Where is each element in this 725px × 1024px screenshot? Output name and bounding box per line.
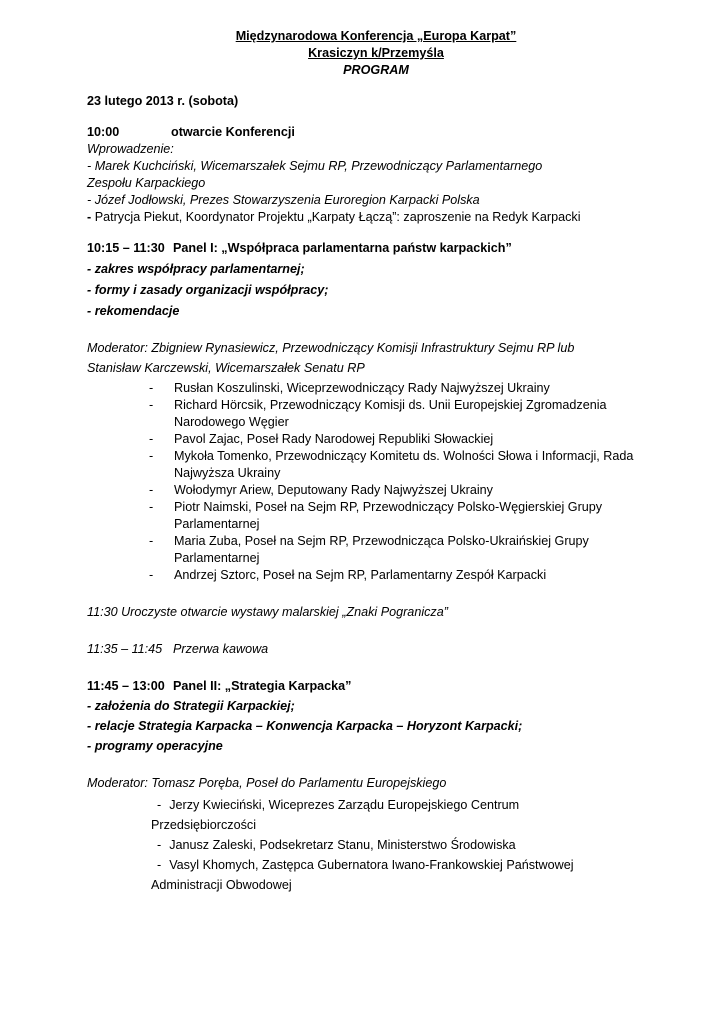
program-date: 23 lutego 2013 r. (sobota): [87, 94, 239, 108]
list-item: - Wołodymyr Ariew, Deputowany Rady Najwyższej Ukrainy: [149, 483, 493, 497]
panel1-topic-2: - formy i zasady organizacji współpracy;: [87, 283, 329, 297]
intro-speaker-2: - Józef Jodłowski, Prezes Stowarzyszenia Euroregion Karpacki Polska: [87, 193, 480, 207]
list-item: - Janusz Zaleski, Podsekretarz Stanu, Ministerstwo Środowiska: [157, 838, 516, 852]
list-item: - Vasyl Khomych, Zastępca Gubernatora Iwano-Frankowskiej Państwowej Administracji Obwodowej: [151, 858, 574, 892]
exhibition-row: 11:30 Uroczyste otwarcie wystawy malarskiej „Znaki Pogranicza”: [87, 605, 448, 619]
list-item: - Mykoła Tomenko, Przewodniczący Komitetu ds. Wolności Słowa i Informacji, Rada Najwyższa Ukrainy: [149, 449, 634, 480]
panel2-title: Panel II: „Strategia Karpacka”: [173, 679, 352, 693]
panel2-topic-2: - relacje Strategia Karpacka – Konwencja Karpacka – Horyzont Karpacki;: [87, 719, 523, 733]
panel1-title: Panel I: „Współpraca parlamentarna państw karpackich”: [173, 241, 512, 255]
intro-speaker-3: [87, 209, 665, 226]
opening-title: otwarcie Konferencji: [171, 125, 295, 139]
panel1-moderator-line2: Stanisław Karczewski, Wicemarszałek Senatu RP: [87, 361, 365, 375]
panel2-topic-3: - programy operacyjne: [87, 739, 223, 753]
intro-speaker-3-text: Patrycja Piekut, Koordynator Projektu „Karpaty Łączą”: zaproszenie na Redyk Karpacki: [94, 210, 581, 224]
list-item: - Richard Hörcsik, Przewodniczący Komisji ds. Unii Europejskiej Zgromadzenia Narodowego Węgier: [149, 398, 607, 429]
panel2-topic-1: - założenia do Strategii Karpackiej;: [87, 699, 295, 713]
opening-row: [87, 124, 665, 141]
panel2-participants: [87, 795, 607, 895]
panel1-topic-1: - zakres współpracy parlamentarnej;: [87, 262, 305, 276]
panel1-moderator-line1: Moderator: Zbigniew Rynasiewicz, Przewodniczący Komisji Infrastruktury Sejmu RP lub: [87, 341, 575, 355]
break-row: [87, 641, 665, 658]
panel1-time: 10:15 – 11:30: [87, 241, 165, 255]
panel1-participants: [87, 380, 665, 584]
panel2-row: [87, 678, 665, 695]
intro-speaker-3-dash: -: [87, 210, 92, 224]
program-heading: PROGRAM: [343, 63, 409, 77]
intro-label: Wprowadzenie:: [87, 142, 174, 156]
break-time: 11:35 – 11:45: [87, 642, 163, 656]
intro-speaker-1: - Marek Kuchciński, Wicemarszałek Sejmu RP, Przewodniczący Parlamentarnego Zespołu Karpackiego: [87, 159, 543, 190]
break-title: Przerwa kawowa: [173, 642, 269, 656]
list-item: - Piotr Naimski, Poseł na Sejm RP, Przewodniczący Polsko-Węgierskiej Grupy Parlamentarnej: [149, 500, 603, 531]
panel1-row: [87, 240, 665, 257]
panel2-time: 11:45 – 13:00: [87, 679, 165, 693]
conference-title: Międzynarodowa Konferencja „Europa Karpat”: [235, 29, 517, 43]
panel2-moderator: Moderator: Tomasz Poręba, Poseł do Parlamentu Europejskiego: [87, 776, 447, 790]
opening-time: 10:00: [87, 125, 120, 139]
panel1-topic-3: - rekomendacje: [87, 304, 180, 318]
list-item: - Andrzej Sztorc, Poseł na Sejm RP, Parlamentarny Zespół Karpacki: [149, 568, 547, 582]
list-item: - Pavol Zajac, Poseł Rady Narodowej Republiki Słowackiej: [149, 432, 494, 446]
conference-location: Krasiczyn k/Przemyśla: [308, 46, 444, 60]
list-item: - Jerzy Kwieciński, Wiceprezes Zarządu Europejskiego Centrum Przedsiębiorczości: [151, 798, 520, 832]
list-item: - Maria Zuba, Poseł na Sejm RP, Przewodnicząca Polsko-Ukraińskiej Grupy Parlamentarnej: [149, 534, 589, 565]
list-item: - Rusłan Koszulinski, Wiceprzewodniczący Rady Najwyższej Ukrainy: [149, 381, 550, 395]
